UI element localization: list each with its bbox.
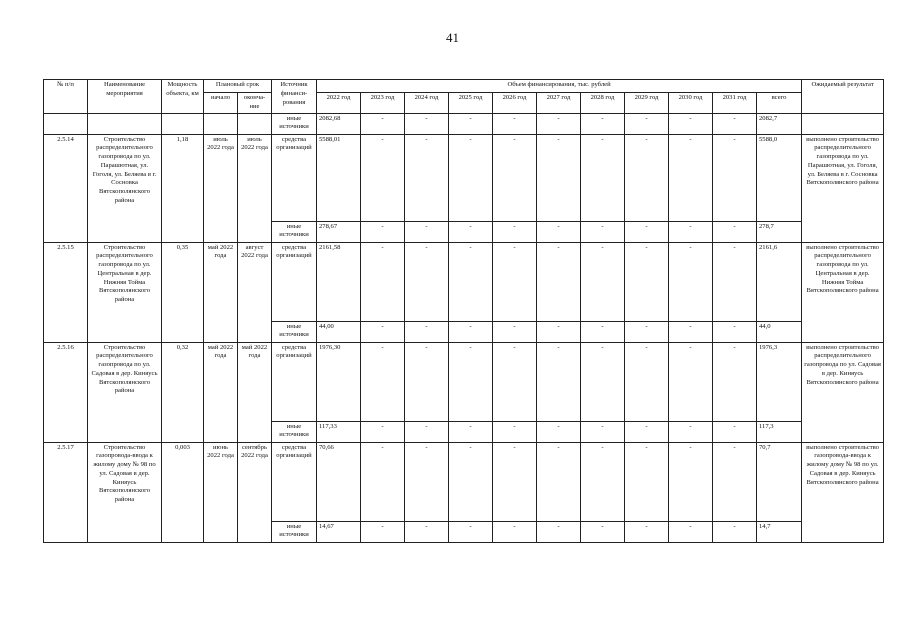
row-value: - [625, 242, 669, 321]
row-value: 44,00 [317, 321, 361, 342]
row-value: - [537, 321, 581, 342]
row-value: 2161,58 [317, 242, 361, 321]
row-value: 14,7 [757, 521, 802, 542]
row-source: иные источники [272, 321, 317, 342]
header-year: 2024 год [405, 93, 449, 114]
row-value: - [493, 221, 537, 242]
header-funding-volume: Объем финансирования, тыс. рублей [317, 80, 802, 93]
row-num: 2.5.17 [44, 442, 88, 542]
row-value: - [361, 421, 405, 442]
page-number: 41 [446, 30, 459, 45]
row-value: - [537, 442, 581, 521]
row-start: июнь 2022 года [204, 442, 238, 542]
row-value: - [669, 321, 713, 342]
row-source: средства организаций [272, 242, 317, 321]
row-value: 2161,6 [757, 242, 802, 321]
header-year: 2026 год [493, 93, 537, 114]
row-value: - [405, 442, 449, 521]
row-name: Строительство распределительного газопровода по ул. Садовая в дер. Киняусь Вятскополянского района [88, 342, 162, 442]
row-value: 278,7 [757, 221, 802, 242]
row-value: - [625, 321, 669, 342]
row-capacity: 0,003 [162, 442, 204, 542]
row-source: иные источники [272, 221, 317, 242]
row-value: - [581, 242, 625, 321]
row-num: 2.5.16 [44, 342, 88, 442]
row-source: средства организаций [272, 134, 317, 221]
row-value: 1976,30 [317, 342, 361, 421]
row-result [802, 113, 884, 134]
row-value: - [713, 221, 757, 242]
row-source: средства организаций [272, 442, 317, 521]
row-value: - [405, 342, 449, 421]
row-value: - [493, 342, 537, 421]
row-value: - [449, 521, 493, 542]
header-name: Наименование мероприятия [88, 80, 162, 114]
row-num: 2.5.14 [44, 134, 88, 242]
row-capacity [162, 113, 204, 134]
header-end: оконча-ние [238, 93, 272, 114]
row-value: 278,67 [317, 221, 361, 242]
row-end: август 2022 года [238, 242, 272, 342]
row-value: - [449, 421, 493, 442]
row-value: - [625, 342, 669, 421]
row-value: - [669, 242, 713, 321]
row-value: - [581, 113, 625, 134]
row-value: - [625, 421, 669, 442]
row-value: 117,33 [317, 421, 361, 442]
row-value: 14,67 [317, 521, 361, 542]
header-year: 2027 год [537, 93, 581, 114]
row-value: - [493, 113, 537, 134]
row-value: - [493, 442, 537, 521]
row-value: 117,3 [757, 421, 802, 442]
row-value: - [713, 521, 757, 542]
row-start: май 2022 года [204, 342, 238, 442]
row-value: - [581, 321, 625, 342]
row-name: Строительство газопровода-ввода к жилому дому № 98 по ул. Садовая в дер. Киняусь Вятскополянского района [88, 442, 162, 542]
row-value: 44,0 [757, 321, 802, 342]
row-value: - [449, 221, 493, 242]
row-value: - [713, 421, 757, 442]
row-value: - [361, 134, 405, 221]
table-row [44, 134, 884, 221]
row-source: иные источники [272, 421, 317, 442]
row-value: - [405, 221, 449, 242]
row-value: 5588,01 [317, 134, 361, 221]
header-year: 2029 год [625, 93, 669, 114]
row-value: - [669, 134, 713, 221]
row-value: - [669, 221, 713, 242]
row-value: - [581, 134, 625, 221]
row-start: май 2022 года [204, 242, 238, 342]
row-name [88, 113, 162, 134]
header-planned-term: Плановый срок [204, 80, 272, 93]
row-value: - [405, 113, 449, 134]
row-value: - [405, 134, 449, 221]
row-result: выполнено строительство распределительного газопровода по ул. Парашютная, ул. Гоголя, ул. Беляева в г. Сосновка Вятскополянского района [802, 134, 884, 242]
row-end: май 2022 года [238, 342, 272, 442]
row-start: июль 2022 года [204, 134, 238, 242]
row-num: 2.5.15 [44, 242, 88, 342]
row-value: - [713, 134, 757, 221]
row-value: - [361, 442, 405, 521]
header-year: 2030 год [669, 93, 713, 114]
row-start [204, 113, 238, 134]
header-year: 2022 год [317, 93, 361, 114]
header-year: 2025 год [449, 93, 493, 114]
row-value: - [625, 221, 669, 242]
row-value: - [669, 113, 713, 134]
row-value: - [669, 442, 713, 521]
row-value: - [537, 242, 581, 321]
row-value: - [713, 321, 757, 342]
row-source: средства организаций [272, 342, 317, 421]
row-num [44, 113, 88, 134]
row-value: - [669, 521, 713, 542]
row-value: 5588,0 [757, 134, 802, 221]
row-value: - [361, 321, 405, 342]
row-value: - [361, 342, 405, 421]
row-value: - [405, 242, 449, 321]
row-source: иные источники [272, 521, 317, 542]
row-value: - [581, 221, 625, 242]
header-result: Ожидаемый результат [802, 80, 884, 114]
row-value: - [493, 421, 537, 442]
row-value: - [361, 113, 405, 134]
row-name: Строительство распределительного газопровода по ул. Центральная в дер. Нижняя Тойма Вятскополянского района [88, 242, 162, 342]
row-value: 1976,3 [757, 342, 802, 421]
row-value: - [405, 421, 449, 442]
row-value: - [625, 134, 669, 221]
row-value: - [713, 113, 757, 134]
row-value: - [405, 521, 449, 542]
table-row [44, 242, 884, 321]
row-end [238, 113, 272, 134]
row-value: - [449, 342, 493, 421]
row-value: 70,7 [757, 442, 802, 521]
header-year: 2031 год [713, 93, 757, 114]
row-capacity: 0,35 [162, 242, 204, 342]
table-row [44, 113, 884, 134]
row-value: - [449, 321, 493, 342]
header-start: начало [204, 93, 238, 114]
row-value: - [449, 442, 493, 521]
row-value: - [493, 521, 537, 542]
header-year: 2028 год [581, 93, 625, 114]
row-value: - [449, 113, 493, 134]
row-capacity: 1,18 [162, 134, 204, 242]
row-value: - [713, 342, 757, 421]
row-value: - [713, 442, 757, 521]
row-value: - [669, 421, 713, 442]
row-result: выполнено строительство распределительного газопровода по ул. Центральная в дер. Нижняя Тойма Вятскополянского района [802, 242, 884, 342]
row-value: - [361, 221, 405, 242]
header-year: 2023 год [361, 93, 405, 114]
row-value: - [493, 134, 537, 221]
row-value: - [537, 421, 581, 442]
row-value: - [625, 113, 669, 134]
row-result: выполнено строительство распределительного газопровода по ул. Садовая в дер. Киняусь Вятскополянского района [802, 342, 884, 442]
row-value: 2082,7 [757, 113, 802, 134]
row-capacity: 0,32 [162, 342, 204, 442]
table-row [44, 342, 884, 421]
row-result: выполнено строительство газопровода-ввода к жилому дому № 98 по ул. Садовая в дер. Киняусь Вятскополянского района [802, 442, 884, 542]
row-value: - [537, 134, 581, 221]
row-value: - [537, 113, 581, 134]
row-value: - [669, 342, 713, 421]
row-value: - [581, 421, 625, 442]
row-value: - [581, 521, 625, 542]
row-source: иные источники [272, 113, 317, 134]
table-row [44, 442, 884, 521]
row-value: - [361, 521, 405, 542]
row-value: 2082,68 [317, 113, 361, 134]
row-value: - [713, 242, 757, 321]
row-value: - [625, 442, 669, 521]
row-value: - [405, 321, 449, 342]
row-value: - [493, 242, 537, 321]
row-value: - [581, 342, 625, 421]
row-value: - [449, 242, 493, 321]
row-value: - [537, 342, 581, 421]
row-name: Строительство распределительного газопровода по ул. Парашютная, ул. Гоголя, ул. Беляева в г. Сосновка Вятскополянского района [88, 134, 162, 242]
header-capacity: Мощность объекта, км [162, 80, 204, 114]
row-end: июль 2022 года [238, 134, 272, 242]
row-value: - [537, 521, 581, 542]
row-value: - [493, 321, 537, 342]
row-value: - [361, 242, 405, 321]
row-value: - [537, 221, 581, 242]
row-value: 70,66 [317, 442, 361, 521]
header-year: всего [757, 93, 802, 114]
row-value: - [581, 442, 625, 521]
funding-table [43, 79, 884, 543]
row-value: - [449, 134, 493, 221]
row-end: сентябрь 2022 года [238, 442, 272, 542]
row-value: - [625, 521, 669, 542]
header-num: № п/п [44, 80, 88, 114]
header-source: Источник финанси-рования [272, 80, 317, 114]
